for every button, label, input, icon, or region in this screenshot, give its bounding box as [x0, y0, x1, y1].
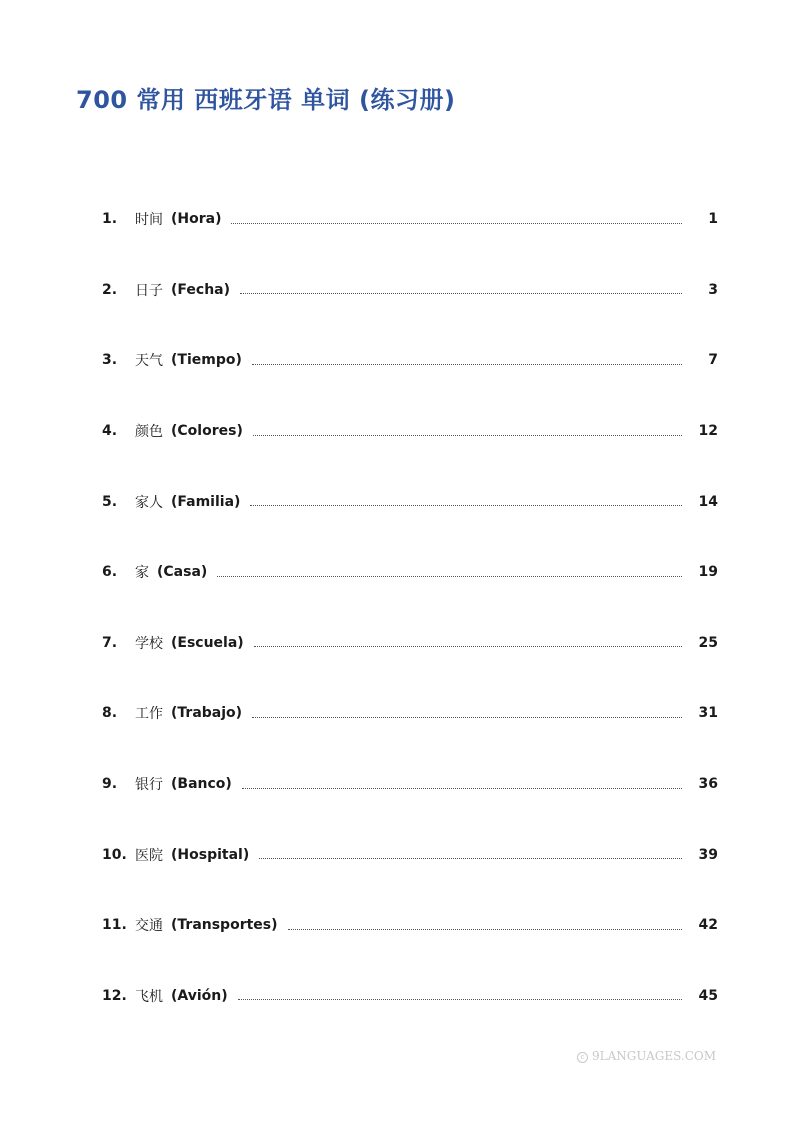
toc-entry-page: 14 — [698, 493, 718, 510]
toc-entry[interactable] — [102, 819, 718, 890]
dot-leader — [254, 646, 682, 647]
toc-entry-chinese: 天气 — [135, 353, 163, 370]
toc-entry-spanish: (Familia) — [171, 493, 241, 510]
toc-entry[interactable] — [102, 961, 718, 1032]
dot-leader — [242, 788, 682, 789]
toc-entry-page: 7 — [708, 352, 718, 369]
toc-entry-chinese: 学校 — [135, 635, 163, 652]
toc-entry-number: 1. — [102, 211, 118, 228]
toc-entry-spanish: (Colores) — [171, 423, 243, 440]
toc-entry-page: 12 — [698, 423, 718, 440]
toc-entry-chinese: 交通 — [135, 918, 163, 935]
toc-entry-chinese: 工作 — [135, 706, 163, 723]
dot-leader — [240, 293, 682, 294]
footer-text: 9LANGUAGES.COM — [591, 1049, 716, 1063]
toc-entry[interactable] — [102, 184, 718, 255]
toc-entry-page: 19 — [698, 564, 718, 581]
toc-entry[interactable] — [102, 890, 718, 961]
toc-entry-page: 36 — [698, 776, 718, 793]
toc-entry-number: 11. — [102, 917, 127, 934]
toc-entry-spanish: (Transportes) — [171, 917, 278, 934]
table-of-contents — [102, 184, 718, 1031]
toc-entry[interactable] — [102, 608, 718, 679]
toc-entry[interactable] — [102, 255, 718, 326]
dot-leader — [217, 576, 682, 577]
toc-entry-chinese: 银行 — [135, 777, 163, 794]
toc-entry-chinese: 时间 — [135, 212, 163, 229]
toc-entry-page: 42 — [698, 917, 718, 934]
toc-entry-page: 3 — [708, 281, 718, 298]
toc-entry-chinese: 颜色 — [135, 424, 163, 441]
toc-entry-number: 3. — [102, 352, 118, 369]
toc-entry[interactable] — [102, 537, 718, 608]
toc-entry-spanish: (Trabajo) — [171, 705, 243, 722]
toc-entry-spanish: (Escuela) — [171, 634, 244, 651]
dot-leader — [231, 223, 682, 224]
dot-leader — [250, 505, 682, 506]
toc-entry-spanish: (Hospital) — [171, 846, 250, 863]
dot-leader — [252, 364, 682, 365]
toc-entry-spanish: (Avión) — [171, 987, 228, 1004]
dot-leader — [259, 858, 682, 859]
copyright-footer — [577, 1049, 716, 1063]
toc-entry-page: 45 — [698, 987, 718, 1004]
toc-entry-page: 25 — [698, 634, 718, 651]
toc-entry[interactable] — [102, 396, 718, 467]
dot-leader — [238, 999, 682, 1000]
document-title: 700 常用 西班牙语 单词 (练习册) — [76, 86, 456, 114]
toc-entry-spanish: (Fecha) — [171, 281, 231, 298]
copyright-icon: c — [577, 1052, 588, 1063]
toc-entry-number: 9. — [102, 776, 118, 793]
toc-entry-page: 1 — [708, 211, 718, 228]
toc-entry-number: 6. — [102, 564, 118, 581]
toc-entry-number: 5. — [102, 493, 118, 510]
toc-entry-number: 7. — [102, 634, 118, 651]
dot-leader — [252, 717, 682, 718]
toc-entry[interactable] — [102, 466, 718, 537]
toc-entry-page: 39 — [698, 846, 718, 863]
toc-entry-spanish: (Tiempo) — [171, 352, 242, 369]
toc-entry-chinese: 家人 — [135, 494, 163, 511]
toc-entry-spanish: (Banco) — [171, 776, 232, 793]
toc-entry-number: 4. — [102, 423, 118, 440]
toc-entry[interactable] — [102, 325, 718, 396]
toc-entry-chinese: 飞机 — [135, 988, 163, 1005]
toc-entry[interactable] — [102, 678, 718, 749]
toc-entry-spanish: (Casa) — [157, 564, 208, 581]
toc-entry-page: 31 — [698, 705, 718, 722]
toc-entry-chinese: 家 — [135, 565, 149, 582]
toc-entry[interactable] — [102, 749, 718, 820]
dot-leader — [288, 929, 682, 930]
toc-entry-chinese: 日子 — [135, 282, 163, 299]
toc-entry-spanish: (Hora) — [171, 211, 222, 228]
dot-leader — [253, 435, 682, 436]
toc-entry-chinese: 医院 — [135, 847, 163, 864]
toc-entry-number: 12. — [102, 987, 127, 1004]
toc-entry-number: 2. — [102, 281, 118, 298]
toc-entry-number: 10. — [102, 846, 127, 863]
toc-entry-number: 8. — [102, 705, 118, 722]
